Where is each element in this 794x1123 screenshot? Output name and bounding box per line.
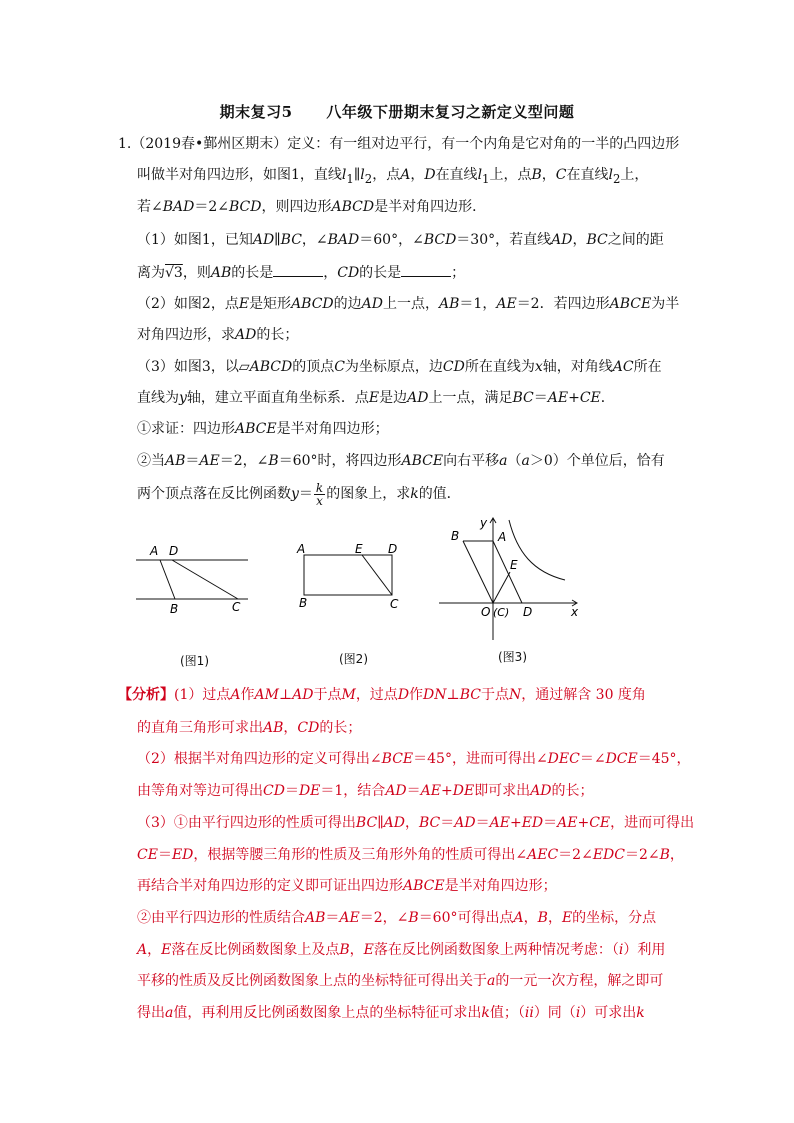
label-e: E xyxy=(510,558,518,572)
page-title xyxy=(0,101,794,122)
analysis-line-7: 再结合半对角四边形的定义即可证出四边形ABCE是半对角四边形； xyxy=(137,878,557,894)
analysis-line-8: ②由平行四边形的性质结合AB＝AE＝2，∠B＝60°可得出点A，B，E的坐标，分点 xyxy=(137,910,657,926)
segment-ab xyxy=(160,560,175,599)
label-d: D xyxy=(169,544,179,558)
analysis-line-2: 的直角三角形可求出AB，CD的长； xyxy=(137,720,362,736)
analysis-line-4: 由等角对等边可得出CD＝DE＝1，结合AD＝AE+DE即可求出AD的长； xyxy=(137,783,594,799)
label-a: A xyxy=(498,530,507,544)
part-1-line-1: （1）如图1，已知AD∥BC，∠BAD＝60°，∠BCD＝30°，若直线AD，BC之间的距 xyxy=(137,232,664,248)
subpart-2-line-1: ②当AB＝AE＝2，∠B＝60°时，将四边形ABCE向右平移a（a＞0）个单位后，恰有 xyxy=(137,453,665,469)
figure-2 xyxy=(292,535,408,620)
title-part-2: 八年级下册期末复习之新定义型问题 xyxy=(326,103,575,121)
answer-blank-ab[interactable] xyxy=(273,262,323,277)
analysis-line-6: CE＝ED，根据等腰三角形的性质及三角形外角的性质可得出∠AEC＝2∠EDC＝2∠B， xyxy=(137,847,684,863)
title-part-1: 期末复习5 xyxy=(219,103,293,121)
sqrt-3: √3 xyxy=(165,265,183,281)
problem-line-1: 1.（2019春•鄞州区期末）定义：有一组对边平行，有一个内角是它对角的一半的凸四边形 xyxy=(118,136,680,152)
analysis-line-5: （3）①由平行四边形的性质可得出BC∥AD，BC＝AD＝AE+ED＝AE+CE，进而可得出 xyxy=(137,815,695,831)
part-1-line-2: 离为√3，则AB的长是 ，CD的长是 ； xyxy=(137,262,465,283)
label-b: B xyxy=(170,602,179,616)
problem-line-3: 若∠BAD＝2∠BCD，则四边形ABCD是半对角四边形． xyxy=(137,199,487,215)
part-2-line-1: （2）如图2，点E是矩形ABCD的边AD上一点，AB＝1，AE＝2．若四边形ABCE为半 xyxy=(137,296,680,312)
problem-line-2: 叫做半对角四边形，如图1，直线$l_1\parallel l_2$，点A，D在直线$l_1$上，点B，C在直线$l_2$上， xyxy=(137,167,649,186)
label-c: C xyxy=(232,600,241,614)
analysis-line-10: 平移的性质及反比例函数图象上点的坐标特征可得出关于a的一元一次方程，解之即可 xyxy=(137,973,664,989)
analysis-line-11: 得出a值，再利用反比例函数图象上点的坐标特征可求出k值；（ii）同（i）可求出k xyxy=(137,1005,645,1021)
figure-2-caption: (图2) xyxy=(339,652,368,666)
rectangle-abcd xyxy=(304,555,392,595)
fraction-k-over-x: $\frac{k}{x}$ xyxy=(315,480,324,508)
segment-ec xyxy=(362,555,392,595)
figure-1 xyxy=(132,535,256,620)
part-3-line-2: 直线为y轴，建立平面直角坐标系．点E是边AD上一点，满足BC＝AE+CE． xyxy=(137,390,615,406)
segment-bc xyxy=(463,541,493,603)
figure-1-caption: (图1) xyxy=(180,654,209,668)
part-3-line-1: （3）如图3，以▱ABCD的顶点C为坐标原点，边CD所在直线为x轴，对角线AC所在 xyxy=(137,359,662,375)
answer-blank-cd[interactable] xyxy=(401,262,451,277)
label-x: x xyxy=(571,605,579,619)
label-e: E xyxy=(355,542,363,556)
segment-dc xyxy=(172,560,238,599)
label-b: B xyxy=(299,596,308,610)
label-a: A xyxy=(297,542,306,556)
label-d: D xyxy=(523,605,533,619)
subpart-2-line-2: 两个顶点落在反比例函数y＝ $\frac{k}{x}$ 的图象上，求k的值． xyxy=(137,480,461,508)
label-o: O xyxy=(481,605,491,619)
subpart-1: ①求证：四边形ABCE是半对角四边形； xyxy=(137,421,389,437)
segment-ce xyxy=(493,572,510,603)
figure-3 xyxy=(433,512,585,642)
part-2-line-2: 对角四边形，求AD的长； xyxy=(137,327,299,343)
label-b: B xyxy=(451,529,460,543)
segment-ad xyxy=(493,541,522,603)
analysis-line-1: 【分析】(1）过点A作AM⊥AD于点M，过点D作DN⊥BC于点N，通过解含 30 度角 xyxy=(118,687,646,703)
label-a: A xyxy=(150,544,159,558)
figure-3-caption: (图3) xyxy=(498,650,527,664)
analysis-line-3: （2）根据半对角四边形的定义可得出∠BCE＝45°，进而可得出∠DEC＝∠DCE＝45°， xyxy=(137,751,691,767)
label-c: (C) xyxy=(493,606,510,619)
label-y: y xyxy=(480,516,488,530)
label-c: C xyxy=(390,597,399,611)
label-d: D xyxy=(388,542,398,556)
analysis-line-9: A，E落在反比例函数图象上及点B，E落在反比例函数图象上两种情况考虑：（i）利用 xyxy=(137,942,666,958)
